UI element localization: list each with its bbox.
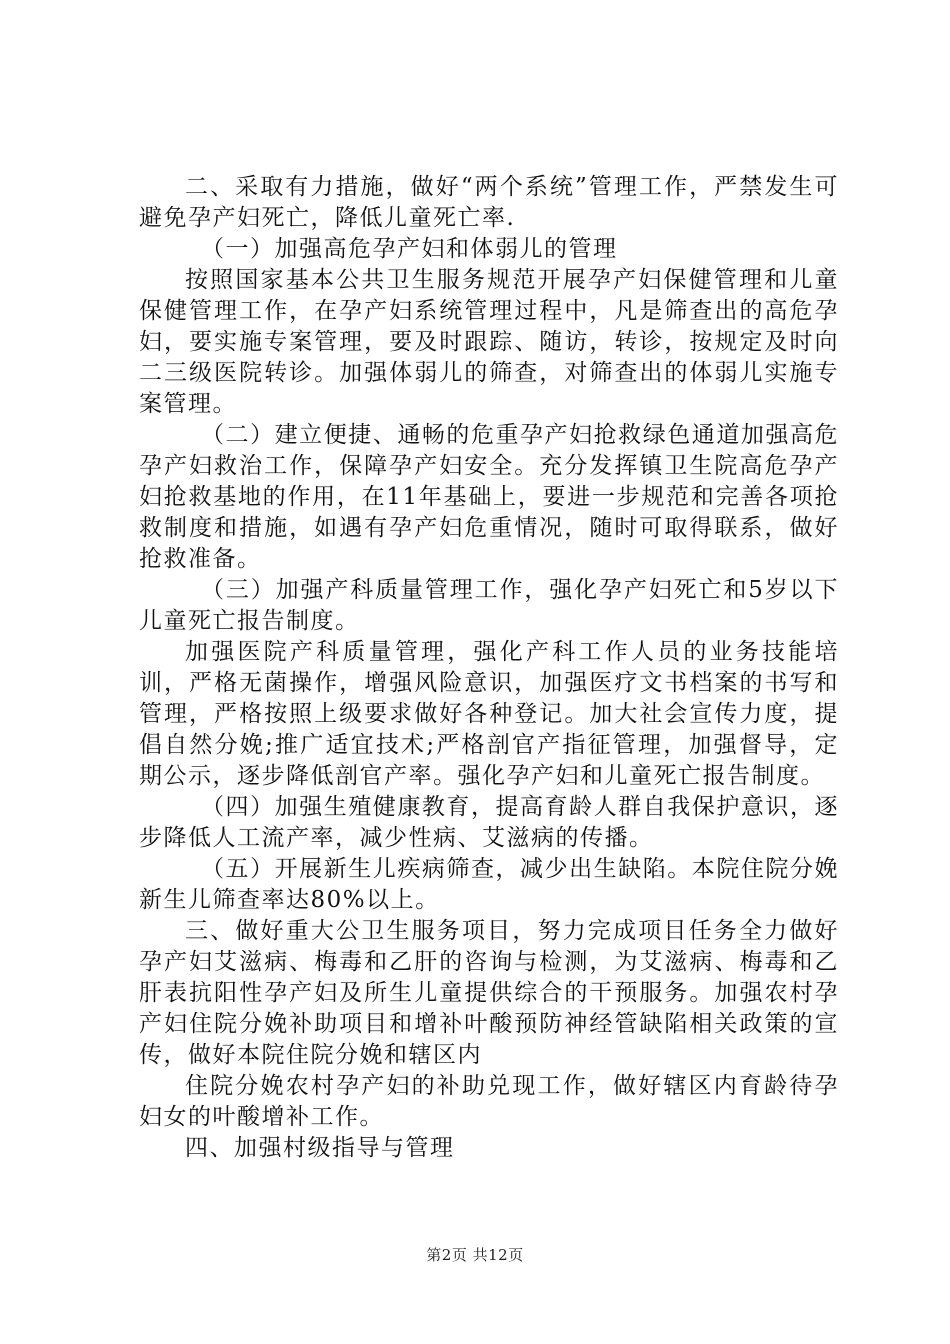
subsection-heading-1: （一）加强高危孕产妇和体弱儿的管理: [201, 236, 618, 262]
page-number: 第2页 共12页: [426, 1246, 524, 1264]
body-paragraph: 住院分娩农村孕产妇的补助兑现工作，做好辖区内育龄待孕妇女的叶酸增补工作。: [139, 1073, 839, 1130]
section-heading-2: 二、采取有力措施，做好“两个系统”管理工作，严禁发生可避免孕产妇死亡，降低儿童死亡率.: [139, 174, 839, 231]
body-paragraph: 加强医院产科质量管理，强化产科工作人员的业务技能培训，严格无菌操作，增强风险意识，加强医疗文书档案的书写和管理，严格按照上级要求做好各种登记。加大社会宣传力度，提倡自然分娩;推广适宜技术;严格剖官产指征管理，加强督导，定期公示，逐步降低剖官产率。强化孕产妇和儿童死亡报告制度。: [139, 639, 839, 789]
subsection-paragraph-4: （四）加强生殖健康教育，提高育龄人群自我保护意识，逐步降低人工流产率，减少性病、艾滋病的传播。: [139, 794, 839, 851]
subsection-paragraph-2: （二）建立便捷、通畅的危重孕产妇抢救绿色通道加强高危孕产妇救治工作，保障孕产妇安全。充分发挥镇卫生院高危孕产妇抢救基地的作用，在11年基础上，要进一步规范和完善各项抢救制度和措施，如遇有孕产妇危重情况，随时可取得联系，做好抢救准备。: [139, 422, 839, 572]
section-heading-4: 四、加强村级指导与管理: [185, 1135, 455, 1161]
subsection-paragraph-5: （五）开展新生儿疾病筛查，减少出生缺陷。本院住院分娩新生儿筛查率达80%以上。: [139, 856, 839, 913]
subsection-paragraph-3: （三）加强产科质量管理工作，强化孕产妇死亡和5岁以下儿童死亡报告制度。: [139, 577, 839, 634]
section-paragraph-3: 三、做好重大公卫生服务项目，努力完成项目任务全力做好孕产妇艾滋病、梅毒和乙肝的咨询与检测，为艾滋病、梅毒和乙肝表抗阳性孕产妇及所生儿童提供综合的干预服务。加强农村孕产妇住院分娩补助项目和增补叶酸预防神经管缺陷相关政策的宣传，做好本院住院分娩和辖区内: [139, 918, 839, 1068]
body-paragraph: 按照国家基本公共卫生服务规范开展孕产妇保健管理和儿童保健管理工作，在孕产妇系统管理过程中，凡是筛查出的高危孕妇，要实施专案管理，要及时跟踪、随访，转诊，按规定及时向二三级医院转诊。加强体弱儿的筛查，对筛查出的体弱儿实施专案管理。: [139, 267, 839, 417]
document-body: [139, 172, 839, 1164]
